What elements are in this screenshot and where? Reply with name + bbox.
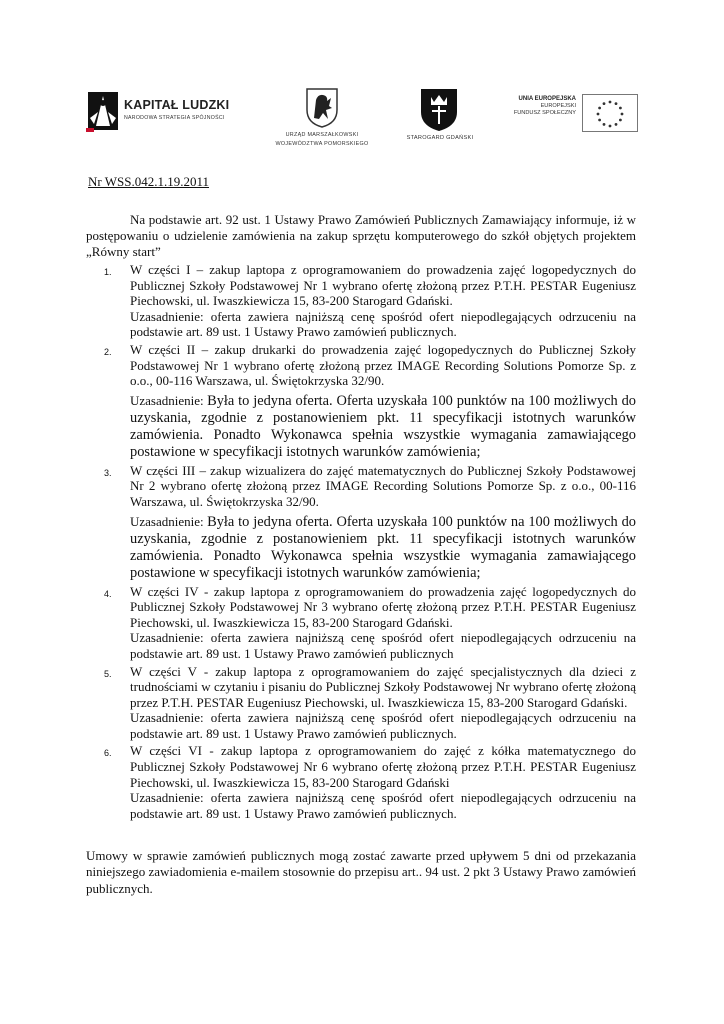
kapital-ludzki-subtitle: NARODOWA STRATEGIA SPÓJNOŚCI	[124, 115, 225, 121]
kapital-ludzki-emblem-icon	[84, 88, 122, 134]
item-justification-label: Uzasadnienie:	[130, 392, 208, 408]
list-item	[86, 342, 636, 461]
item-justification: Była to jedyna oferta. Oferta uzyskała 100 punktów na 100 możliwych do uzyskania, zgodnie z postanowieniem pkt. 11 specyfikacji istotnych warunków zamówienia. Ponadto Wykonawca spełnia wszystkie wymagania zamawiającego postawione w specyfikacji istotnych warunków zamówienia;	[130, 513, 636, 581]
ue-efs-logo	[500, 92, 640, 132]
intro-paragraph	[86, 212, 636, 260]
item-text: W części III – zakup wizualizera do zajęć matematycznych do Publicznej Szkoły Podstawowej Nr 2 wybrano ofertę złożoną przez IMAGE Recording Solutions Pomorze Sp. z o.o., 00-116 Warszawa, ul. Świętokrzyska 32/90.	[130, 462, 636, 509]
starogard-logo	[392, 86, 488, 146]
item-text: W części VI - zakup laptopa z oprogramowaniem do zajęć z kółka matematycznego do Publicznej Szkoły Podstawowej Nr 6 wybrano ofertę złożoną przez P.T.H. PESTAR Eugeniusz Piechowski, ul. Iwaszkiewicza 15, 83-200 Starogard Gdański	[130, 743, 636, 790]
ue-line2: EUROPEJSKI	[540, 103, 576, 109]
item-justification: Uzasadnienie: oferta zawiera najniższą cenę spośród ofert niepodlegających odrzuceniu na podstawie art. 89 ust. 1 Ustawy Prawo zamówień publicznych.	[130, 308, 636, 340]
item-number: 6.	[104, 748, 112, 759]
item-justification: Była to jedyna oferta. Oferta uzyskała 100 punktów na 100 możliwych do uzyskania, zgodnie z postanowieniem pkt. 11 specyfikacji istotnych warunków zamówienia. Ponadto Wykonawca spełnia wszystkie wymagania zamawiającego postawione w specyfikacji istotnych warunków zamówienia;	[130, 392, 636, 460]
item-justification: Uzasadnienie: oferta zawiera najniższą cenę spośród ofert niepodlegających odrzuceniu na podstawie art. 89 ust. 1 Ustawy Prawo zamówień publicznych.	[130, 710, 636, 741]
item-text: W części II – zakup drukarki do prowadzenia zajęć logopedycznych do Publicznej Szkoły Podstawowej Nr 1 wybrano ofertę złożoną przez IMAGE Recording Solutions Pomorze Sp. z o.o., 00-116 Warszawa, ul. Świętokrzyska 32/90.	[130, 341, 636, 389]
intro-text: Na podstawie art. 92 ust. 1 Ustawy Prawo Zamówień Publicznych Zamawiający informuje, iż w postępowaniu o udzielenie zamówienia na zakup sprzętu komputerowego do szkół objętych projektem „Równy start”	[86, 212, 636, 259]
urzad-marszalkowski-logo	[252, 86, 392, 156]
starogard-crest-icon	[418, 86, 460, 132]
ue-text	[500, 96, 576, 117]
kapital-ludzki-title: KAPITAŁ LUDZKI	[124, 98, 230, 112]
item-number: 3.	[104, 467, 112, 478]
starogard-caption: STAROGARD GDAŃSKI	[406, 135, 474, 141]
decision-list	[86, 262, 636, 823]
list-item	[86, 584, 636, 662]
list-item	[86, 463, 636, 582]
item-text: W części IV - zakup laptopa z oprogramowaniem do prowadzenia zajęć logopedycznych do Publicznej Szkoły Podstawowej Nr 3 wybrano ofertę złożoną przez P.T.H. PESTAR Eugeniusz Piechowski, ul. Iwaszkiewicza 15, 83-200 Starogard Gdański.	[130, 583, 636, 630]
logo-header	[0, 0, 724, 160]
item-number: 2.	[104, 346, 112, 357]
item-justification-label: Uzasadnienie:	[130, 513, 208, 529]
list-item	[86, 262, 636, 340]
eu-flag-icon	[582, 94, 638, 132]
reference-number: Nr WSS.042.1.19.2011	[88, 174, 209, 189]
kapital-ludzki-logo	[84, 88, 244, 134]
urzad-caption-line2: WOJEWÓDZTWA POMORSKIEGO	[275, 141, 369, 147]
item-number: 4.	[104, 588, 112, 599]
item-justification: Uzasadnienie: oferta zawiera najniższą cenę spośród ofert niepodlegających odrzuceniu na podstawie art. 89 ust. 1 Ustawy Prawo zamówień publicznych.	[130, 790, 636, 821]
item-justification-block	[130, 513, 636, 582]
closing-paragraph: Umowy w sprawie zamówień publicznych mogą zostać zawarte przed upływem 5 dni od przekazania niniejszego zawiadomienia e-mailem stosownie do przepisu art.. 94 ust. 2 pkt 3 Ustawy Prawo zamówień publicznych.	[86, 848, 636, 896]
item-number: 1.	[104, 267, 112, 277]
item-justification-block	[130, 392, 636, 461]
ue-line3: FUNDUSZ SPOŁECZNY	[513, 110, 576, 116]
item-justification: Uzasadnienie: oferta zawiera najniższą cenę spośród ofert niepodlegających odrzuceniu na podstawie art. 89 ust. 1 Ustawy Prawo zamówień publicznych	[130, 630, 636, 661]
item-text: W części V - zakup laptopa z oprogramowaniem do zajęć specjalistycznych dla dzieci z trudnościami w czytaniu i pisaniu do Publicznej Szkoły Podstawowej Nr wybrano ofertę złożoną przez P.T.H. PESTAR Eugeniusz Piechowski, ul. Iwaszkiewicza 15, 83-200 Starogard Gdański.	[130, 663, 636, 710]
urzad-caption-line1: URZĄD MARSZAŁKOWSKI	[285, 132, 359, 138]
list-item	[86, 664, 636, 742]
griffin-crest-icon	[304, 86, 340, 128]
ue-line1: UNIA EUROPEJSKA	[518, 96, 576, 102]
item-text: W części I – zakup laptopa z oprogramowaniem do prowadzenia zajęć logopedycznych do Publicznej Szkoły Podstawowej Nr 1 wybrano ofertę złożoną przez P.T.H. PESTAR Eugeniusz Piechowski, ul. Iwaszkiewicza 15, 83-200 Starogard Gdański.	[130, 262, 636, 309]
item-number: 5.	[104, 668, 112, 679]
list-item	[86, 743, 636, 821]
